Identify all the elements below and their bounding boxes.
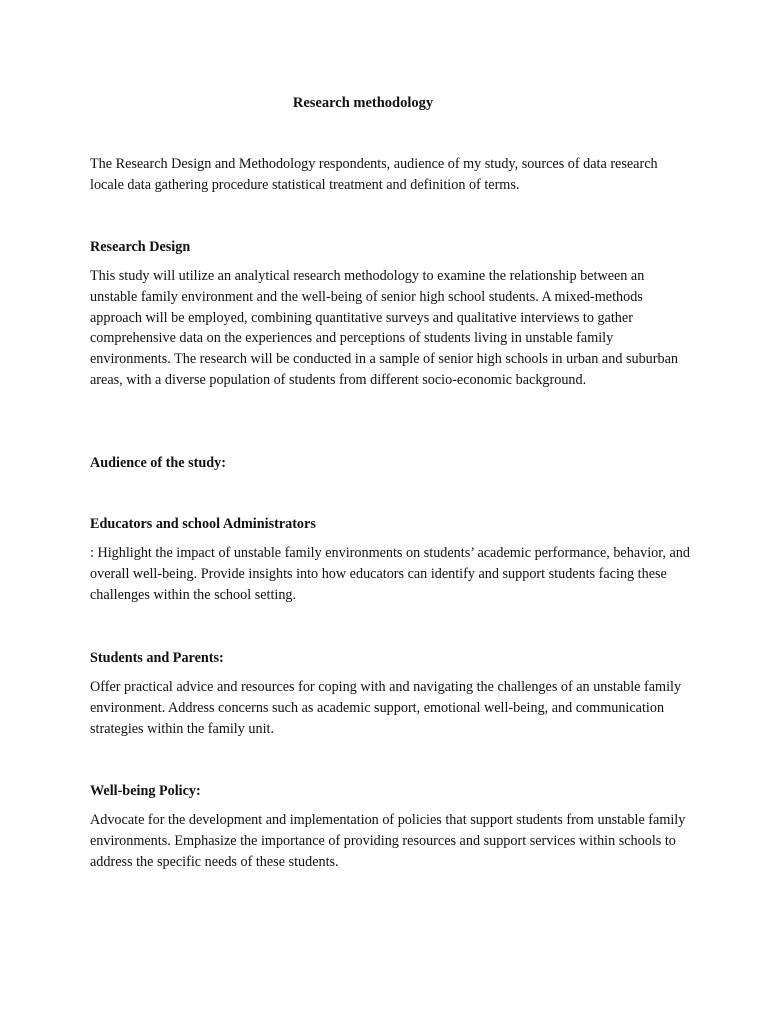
- educators-subheading: Educators and school Administrators: [90, 516, 316, 532]
- audience-heading: Audience of the study:: [90, 455, 226, 471]
- students-parents-paragraph: Offer practical advice and resources for coping with and navigating the challenges of an unstable family environment. Address concerns such as academic support, emotional well-being, and communication strategies within the family unit.: [90, 679, 682, 737]
- wellbeing-policy-subheading: Well-being Policy:: [90, 783, 201, 799]
- educators-paragraph: : Highlight the impact of unstable family environments on students’ academic performance, behavior, and overall well-being. Provide insights into how educators can identify and support students facing these challenges within the school setting.: [90, 545, 690, 603]
- students-parents-subheading: Students and Parents:: [90, 650, 224, 666]
- page-title: Research methodology: [292, 95, 434, 111]
- intro-paragraph: The Research Design and Methodology respondents, audience of my study, sources of data research locale data gathering procedure statistical treatment and definition of terms.: [90, 156, 658, 193]
- research-design-heading: Research Design: [90, 239, 191, 255]
- research-design-paragraph: This study will utilize an analytical research methodology to examine the relationship between an unstable family environment and the well-being of senior high school students. A mixed-methods approach will be employed, combining quantitative surveys and qualitative interviews to gather comprehensive data on the experiences and perceptions of students living in unstable family environments. The research will be conducted in a sample of senior high schools in urban and suburban areas, with a diverse population of students from different socio-economic background.: [90, 268, 678, 388]
- wellbeing-policy-paragraph: Advocate for the development and implementation of policies that support students from unstable family environments. Emphasize the importance of providing resources and support services within schools to address the specific needs of these students.: [90, 812, 686, 870]
